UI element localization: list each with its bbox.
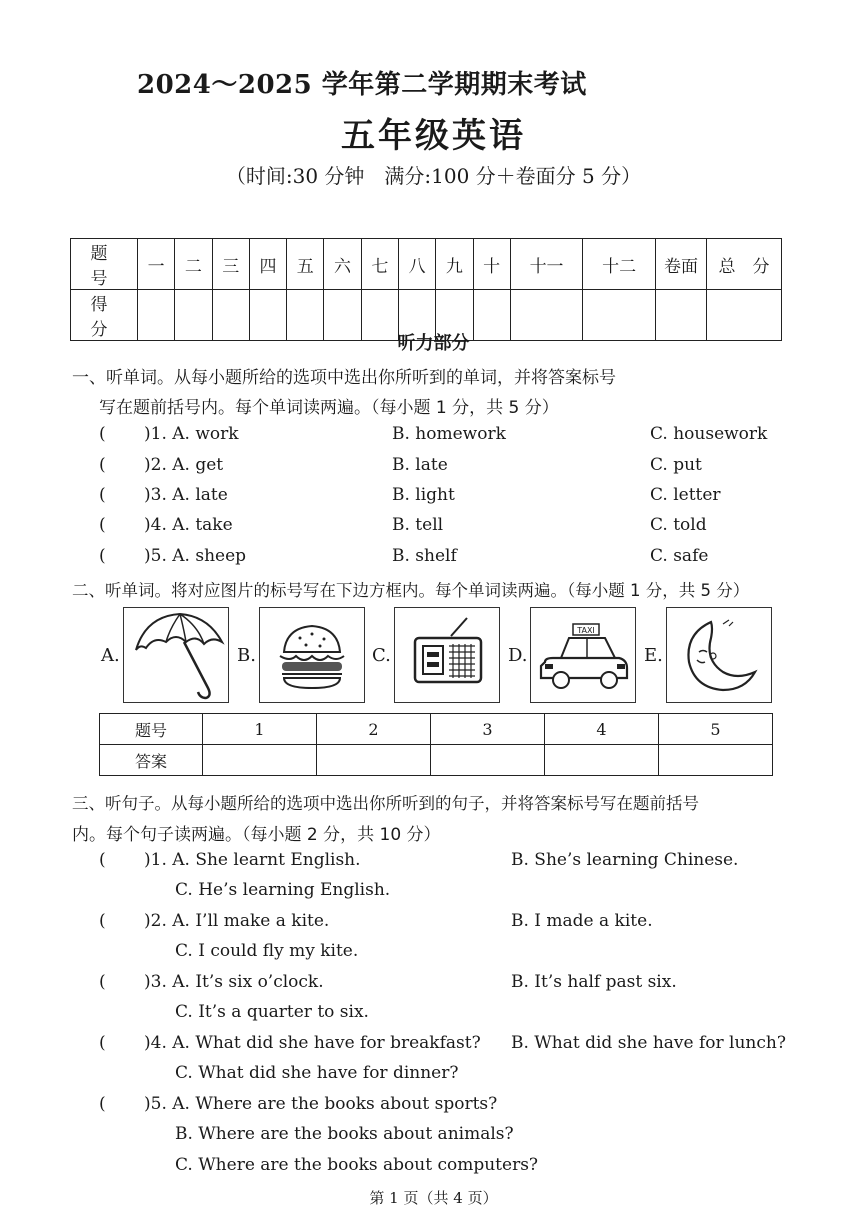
- subject-title: [0, 108, 867, 157]
- exam-info: （时间:30 分钟 满分:100 分＋卷面分 5 分）: [225, 164, 642, 188]
- answer-table-row-label: 答案: [100, 745, 203, 776]
- option-c: C. safe: [650, 546, 709, 566]
- score-table-header-row: [71, 239, 782, 290]
- score-table-row-label: 得 分: [71, 290, 138, 341]
- section3-heading-line2: 内。每个句子读两遍。（每小题 2 分，共 10 分）: [72, 825, 441, 845]
- answer-paren[interactable]: (: [99, 546, 106, 566]
- score-col: 三: [212, 239, 249, 290]
- score-col: 八: [398, 239, 435, 290]
- answer-paren[interactable]: (: [99, 455, 106, 475]
- option-c: C. It’s a quarter to six.: [175, 1002, 369, 1022]
- score-col: 九: [436, 239, 473, 290]
- picture-label: B.: [237, 645, 256, 666]
- option-a: )3. A. late: [144, 485, 228, 505]
- radio-icon: [394, 607, 500, 703]
- option-c: C. letter: [650, 485, 721, 505]
- score-col: 二: [175, 239, 212, 290]
- option-b: B. light: [392, 485, 455, 505]
- question-number: 3: [431, 714, 545, 745]
- question-number: 5: [659, 714, 773, 745]
- answer-table-answer-row: [100, 745, 773, 776]
- option-a: )5. A. Where are the books about sports?: [144, 1094, 498, 1114]
- picture-label: A.: [101, 645, 120, 666]
- option-b: B. late: [392, 455, 448, 475]
- option-b: B. homework: [392, 424, 506, 444]
- moon-icon: [666, 607, 772, 703]
- score-col: 卷面: [656, 239, 707, 290]
- option-c: C. What did she have for dinner?: [175, 1063, 459, 1083]
- question-number: 1: [203, 714, 317, 745]
- picture-label: C.: [372, 645, 391, 666]
- score-col: 十: [473, 239, 510, 290]
- exam-title: 2024～2025 学年第二学期期末考试: [137, 70, 587, 100]
- answer-paren[interactable]: (: [99, 1033, 106, 1053]
- answer-cell[interactable]: [545, 745, 659, 776]
- option-a: )1. A. work: [144, 424, 239, 444]
- score-table-row-label: 题 号: [71, 239, 138, 290]
- option-b: B. I made a kite.: [511, 911, 653, 931]
- option-c: C. I could fly my kite.: [175, 941, 359, 961]
- section3-heading-line1: 三、听句子。从每小题所给的选项中选出你所听到的句子，并将答案标号写在题前括号: [72, 794, 699, 813]
- option-a: )4. A. What did she have for breakfast?: [144, 1033, 481, 1053]
- option-c: C. housework: [650, 424, 768, 444]
- option-b: B. Where are the books about animals?: [175, 1124, 514, 1144]
- score-col: 四: [249, 239, 286, 290]
- option-a: )5. A. sheep: [144, 546, 247, 566]
- score-table: [70, 238, 782, 341]
- listening-title: 听力部分: [397, 333, 470, 354]
- option-b: B. tell: [392, 515, 444, 535]
- subject-title-text: 五年级英语: [341, 116, 526, 156]
- question-number: 2: [317, 714, 431, 745]
- answer-table: [99, 713, 773, 776]
- answer-paren[interactable]: (: [99, 850, 106, 870]
- score-col: 一: [138, 239, 175, 290]
- option-b: B. shelf: [392, 546, 457, 566]
- answer-cell[interactable]: [659, 745, 773, 776]
- question-number: 4: [545, 714, 659, 745]
- answer-table-number-row: [100, 714, 773, 745]
- option-b: B. What did she have for lunch?: [511, 1033, 786, 1053]
- answer-cell[interactable]: [317, 745, 431, 776]
- score-col: 十二: [583, 239, 656, 290]
- answer-paren[interactable]: (: [99, 424, 106, 444]
- answer-table-row-label: 题号: [100, 714, 203, 745]
- option-a: )3. A. It’s six o’clock.: [144, 972, 324, 992]
- score-col: 六: [324, 239, 361, 290]
- answer-paren[interactable]: (: [99, 1094, 106, 1114]
- page-footer: 第 1 页（共 4 页）: [369, 1189, 498, 1207]
- answer-cell[interactable]: [431, 745, 545, 776]
- section1-heading-line2: 写在题前括号内。每个单词读两遍。（每小题 1 分，共 5 分）: [99, 398, 559, 418]
- answer-paren[interactable]: (: [99, 972, 106, 992]
- option-c: C. put: [650, 455, 702, 475]
- option-c: C. Where are the books about computers?: [175, 1155, 539, 1175]
- answer-paren[interactable]: (: [99, 515, 106, 535]
- score-col: 总 分: [707, 239, 782, 290]
- option-c: C. He’s learning English.: [175, 880, 391, 900]
- option-a: )1. A. She learnt English.: [144, 850, 361, 870]
- option-b: B. It’s half past six.: [511, 972, 677, 992]
- answer-cell[interactable]: [203, 745, 317, 776]
- picture-label: E.: [644, 645, 663, 666]
- score-col: 五: [287, 239, 324, 290]
- umbrella-icon: [123, 607, 229, 703]
- score-col: 十一: [510, 239, 583, 290]
- option-b: B. She’s learning Chinese.: [511, 850, 739, 870]
- picture-label: D.: [508, 645, 528, 666]
- taxi-icon: [530, 607, 636, 703]
- answer-paren[interactable]: (: [99, 911, 106, 931]
- score-col: 七: [361, 239, 398, 290]
- option-a: )2. A. I’ll make a kite.: [144, 911, 330, 931]
- answer-paren[interactable]: (: [99, 485, 106, 505]
- option-a: )4. A. take: [144, 515, 233, 535]
- section1-heading-line1: 一、听单词。从每小题所给的选项中选出你所听到的单词，并将答案标号: [72, 368, 616, 388]
- option-a: )2. A. get: [144, 455, 224, 475]
- taxi-sign-text: TAXI: [577, 626, 595, 635]
- hamburger-icon: [259, 607, 365, 703]
- option-c: C. told: [650, 515, 707, 535]
- section2-heading: 二、听单词。将对应图片的标号写在下边方框内。每个单词读两遍。（每小题 1 分，共 5 分）: [72, 581, 750, 600]
